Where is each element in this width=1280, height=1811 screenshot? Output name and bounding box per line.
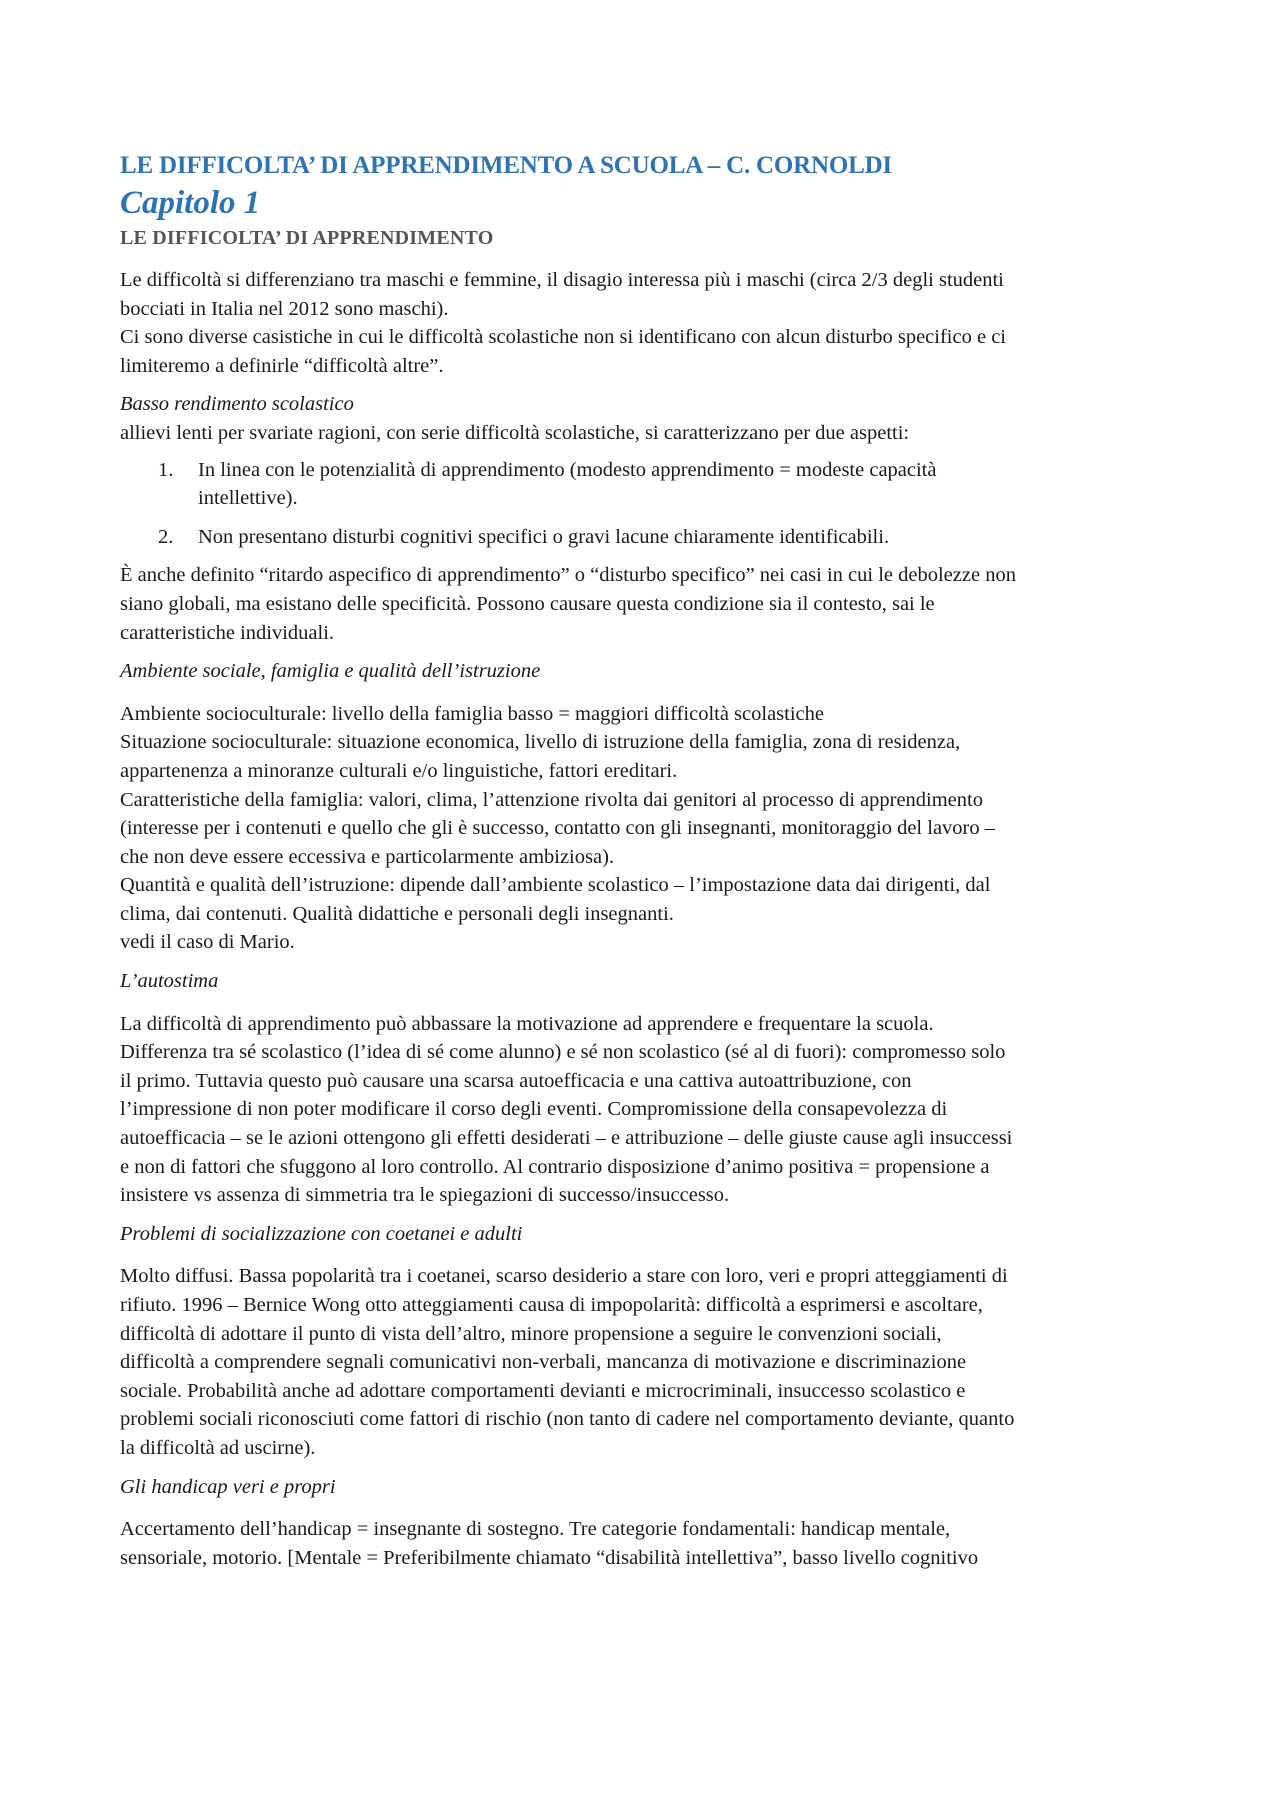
text-line: e non di fattori che sfuggono al loro controllo. Al contrario disposizione d’animo positiva = propensione a [120, 1155, 990, 1178]
text-line: l’impressione di non poter modificare il corso degli eventi. Compromissione della consapevolezza di [120, 1098, 948, 1121]
text-line: Ambiente socioculturale: livello della famiglia basso = maggiori difficoltà scolastiche [120, 702, 824, 725]
text-line: Non presentano disturbi cognitivi specifici o gravi lacune chiaramente identificabili. [198, 525, 890, 548]
section-heading-handicap: Gli handicap veri e propri [120, 1475, 336, 1498]
document-page [120, 150, 1170, 1582]
list-item-text [198, 456, 1170, 513]
text-line: siano globali, ma esistano delle specificità. Possono causare questa condizione sia il contesto, sai le [120, 592, 935, 615]
text-line: insistere vs assenza di simmetria tra le spiegazioni di successo/insuccesso. [120, 1184, 730, 1207]
handicap-paragraph [120, 1515, 1170, 1572]
section-heading-basso-rendimento: Basso rendimento scolastico [120, 393, 354, 416]
socializzazione-paragraph [120, 1262, 1170, 1462]
section-heading-socializzazione: Problemi di socializzazione con coetanei e adulti [120, 1222, 523, 1245]
text-line: allievi lenti per svariate ragioni, con serie difficoltà scolastiche, si caratterizzano per due aspetti: [120, 421, 910, 444]
ambiente-paragraph [120, 700, 1170, 957]
text-line: È anche definito “ritardo aspecifico di apprendimento” o “disturbo specifico” nei casi in cui le debolezze non [120, 564, 1016, 587]
text-line: bocciati in Italia nel 2012 sono maschi). [120, 297, 449, 320]
text-line: sensoriale, motorio. [Mentale = Preferibilmente chiamato “disabilità intellettiva”, basso livello cognitivo [120, 1546, 979, 1569]
list-item [120, 523, 1170, 552]
text-line: limiteremo a definirle “difficoltà altre”. [120, 354, 444, 377]
text-line: Le difficoltà si differenziano tra maschi e femmine, il disagio interessa più i maschi (circa 2/3 degli studenti [120, 269, 1004, 291]
list-number: 2. [158, 525, 174, 548]
numbered-list [120, 456, 1170, 552]
intro-paragraph [120, 266, 1170, 380]
text-line: La difficoltà di apprendimento può abbassare la motivazione ad apprendere e frequentare la scuola. [120, 1012, 934, 1035]
list-number: 1. [158, 458, 174, 481]
section-heading-ambiente: Ambiente sociale, famiglia e qualità dell’istruzione [120, 660, 541, 683]
text-line: (interesse per i contenuti e quello che gli è successo, contatto con gli insegnanti, monitoraggio del lavoro – [120, 817, 995, 840]
text-line: autoefficacia – se le azioni ottengono gli effetti desiderati – e attribuzione – delle giuste cause agli insuccessi [120, 1127, 1013, 1150]
text-line: Situazione socioculturale: situazione economica, livello di istruzione della famiglia, zona di residenza, [120, 731, 961, 754]
basso-rendimento-paragraph [120, 561, 1170, 647]
text-line: Ci sono diverse casistiche in cui le difficoltà scolastiche non si identificano con alcun disturbo specifico e ci [120, 326, 1006, 349]
text-line: intellettive). [198, 487, 298, 510]
text-line: Differenza tra sé scolastico (l’idea di sé come alunno) e sé non scolastico (sé al di fuori): compromesso solo [120, 1041, 1006, 1064]
text-line: Molto diffusi. Bassa popolarità tra i coetanei, scarso desiderio a stare con loro, veri e propri atteggiamenti di [120, 1265, 1008, 1288]
text-line: caratteristiche individuali. [120, 621, 335, 644]
autostima-paragraph [120, 1010, 1170, 1210]
text-line: appartenenza a minoranze culturali e/o linguistiche, fattori ereditari. [120, 759, 678, 782]
document-title: LE DIFFICOLTA’ DI APPRENDIMENTO A SCUOLA – C. CORNOLDI [120, 152, 892, 179]
text-line: In linea con le potenzialità di apprendimento (modesto apprendimento = modeste capacità [198, 458, 937, 481]
text-line: difficoltà di adottare il punto di vista dell’altro, minore propensione a seguire le convenzioni sociali, [120, 1322, 942, 1345]
list-item [120, 456, 1170, 513]
text-line: difficoltà a comprendere segnali comunicativi non-verbali, mancanza di motivazione e discriminazione [120, 1351, 967, 1374]
chapter-subtitle: LE DIFFICOLTA’ DI APPRENDIMENTO [120, 227, 494, 249]
text-line: Caratteristiche della famiglia: valori, clima, l’attenzione rivolta dai genitori al processo di apprendimento [120, 788, 983, 811]
basso-rendimento-lead [120, 419, 1170, 448]
text-line: vedi il caso di Mario. [120, 931, 295, 954]
text-line: rifiuto. 1996 – Bernice Wong otto atteggiamenti causa di impopolarità: difficoltà a esprimersi e ascoltare, [120, 1294, 983, 1316]
text-line: problemi sociali riconosciuti come fattori di rischio (non tanto di cadere nel comportamento deviante, quanto [120, 1408, 1015, 1431]
text-line: Accertamento dell’handicap = insegnante di sostegno. Tre categorie fondamentali: handicap mentale, [120, 1518, 951, 1541]
text-line: sociale. Probabilità anche ad adottare comportamenti devianti e microcriminali, insuccesso scolastico e [120, 1379, 966, 1402]
text-line: il primo. Tuttavia questo può causare una scarsa autoefficacia e una cattiva autoattribuzione, con [120, 1069, 912, 1092]
list-item-text [198, 523, 1170, 552]
section-heading-autostima: L’autostima [120, 970, 219, 993]
text-line: Quantità e qualità dell’istruzione: dipende dall’ambiente scolastico – l’impostazione data dai dirigenti, dal [120, 874, 991, 897]
text-line: la difficoltà ad uscirne). [120, 1436, 316, 1459]
text-line: che non deve essere eccessiva e particolarmente ambiziosa). [120, 845, 615, 868]
chapter-title: Capitolo 1 [120, 185, 261, 221]
text-line: clima, dai contenuti. Qualità didattiche e personali degli insegnanti. [120, 902, 674, 925]
